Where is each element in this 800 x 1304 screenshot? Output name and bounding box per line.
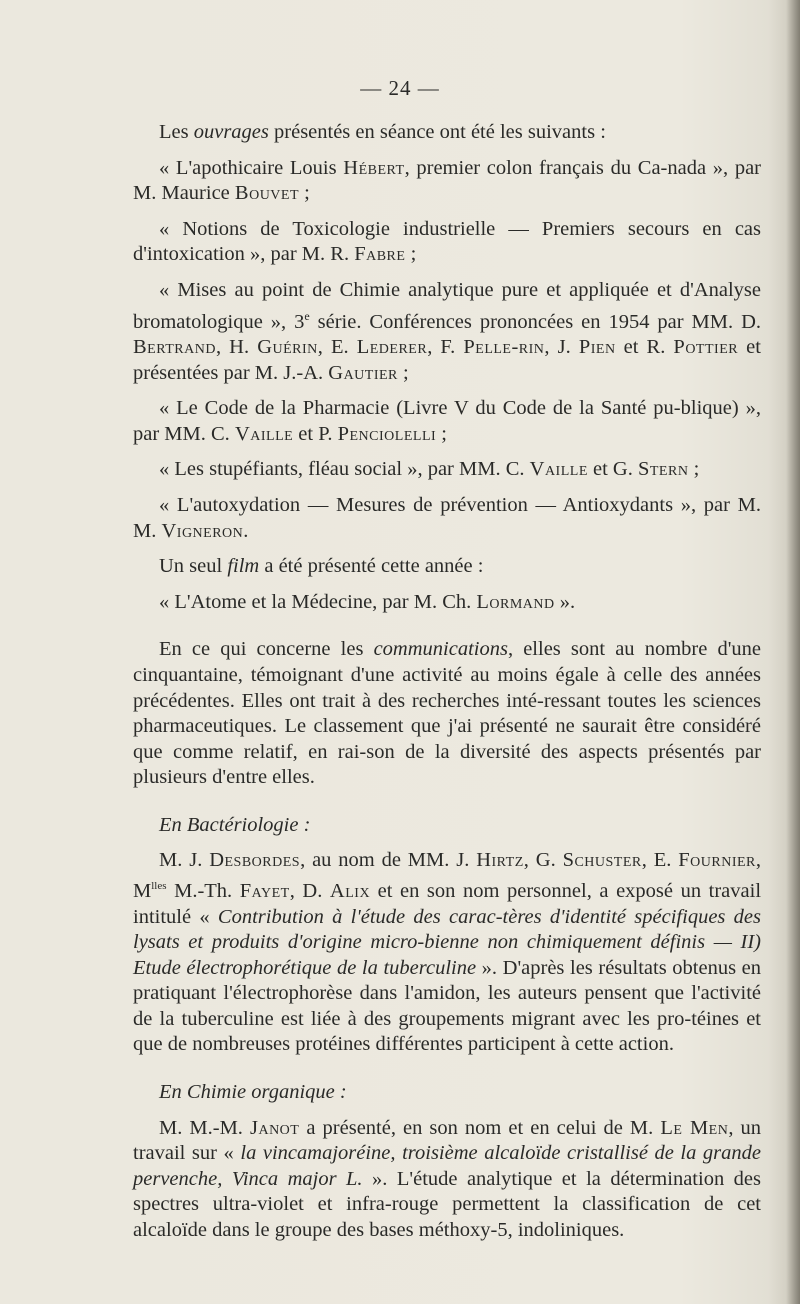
author-name: Fabre (354, 243, 406, 266)
text-run: et R. (615, 335, 674, 358)
body-text (133, 120, 761, 1244)
text-run: , premier colon français du Ca-nada », par M. Maurice (133, 156, 761, 205)
list-item-film (133, 590, 761, 616)
work-title: Contribution à l'étude des carac-tères d'identité spécifiques des lysats et produits d'origine micro-bienne non chimiquement définis — II) Etude électrophorétique de la tuberculine (133, 905, 762, 979)
text-run: « Les stupéfiants, fléau social », par MM. C. (159, 458, 530, 481)
text-run: , E. (641, 849, 679, 872)
text-run: . (243, 519, 249, 542)
text-run: ». D'après les résultats obtenus en pratiquant l'électrophorèse dans l'amidon, les auteurs pensent que l'activité de la tuberculine est liée à des groupements migrant avec les pro-téines et que de nombreuses protéines différentes participent à cette action. (133, 956, 761, 1056)
text-run: a été présenté cette année : (259, 555, 484, 578)
text-run: série. Conférences prononcées en 1954 par MM. D. (309, 310, 761, 333)
author-name: Janot (249, 1116, 300, 1139)
section-heading-bacteriologie: En Bactériologie : (159, 813, 311, 836)
text-run: Les (159, 121, 194, 143)
text-run: « L'apothicaire Louis (159, 156, 344, 179)
text-run: et P. (293, 422, 338, 445)
author-name: Desbordes (209, 849, 301, 872)
author-name: Vigneron (161, 519, 244, 542)
text-run: ; (688, 458, 700, 481)
emphasis: communications (373, 638, 508, 661)
page-number: — 24 — (360, 76, 440, 100)
text-run: ; (405, 243, 417, 266)
superscript: e (304, 308, 310, 323)
text-run: « Le Code de la Pharmacie (Livre V du Code de la Santé pu-blique) », par MM. C. (133, 397, 761, 445)
list-item-ouvrage (133, 457, 761, 483)
text-run: et présentées par M. J.-A. (133, 335, 761, 384)
work-title: la vincamajoréine, troisième alcaloïde cristallisé de la grande pervenche, Vinca major L. (133, 1142, 761, 1190)
author-name: Le Men (660, 1116, 729, 1139)
author-name: Fayet (239, 879, 290, 902)
text-run: ; (436, 422, 447, 445)
text-run: , J. (544, 335, 579, 358)
author-name: Vaille (234, 422, 294, 445)
list-item-ouvrage (133, 278, 761, 386)
author-name: Hébert (343, 156, 405, 179)
author-name: Guérin (257, 335, 318, 358)
author-name: Lederer (356, 335, 428, 358)
text-run: présentés en séance ont été les suivants : (268, 121, 606, 143)
text-run: « L'Atome et la Médecine, par M. Ch. (159, 590, 477, 613)
text-run: « Mises au point de Chimie analytique pure et appliquée et d'Analyse bromatologique », 3 (133, 278, 761, 333)
text-run: M. M.-M. (159, 1116, 250, 1139)
text-run: En ce qui concerne les (159, 638, 374, 661)
superscript: lles (151, 880, 167, 893)
text-run: , M (133, 849, 761, 902)
section-heading-chimie-organique: En Chimie organique : (159, 1081, 347, 1104)
emphasis: ouvrages (193, 121, 269, 143)
author-name: Pottier (673, 335, 739, 358)
emphasis: film (227, 555, 260, 578)
text-run: , F. (427, 335, 464, 358)
text-run: « L'autoxydation — Mesures de prévention — Antioxydants », par M. M. (133, 493, 761, 542)
text-run: , D. (289, 879, 330, 902)
paragraph-bacteriologie (133, 848, 761, 1058)
author-name: Schuster (562, 849, 642, 872)
paragraph-chimie-organique (133, 1116, 761, 1244)
text-run: , G. (523, 849, 563, 872)
text-run: , un travail sur « (133, 1116, 762, 1165)
author-name: Hirtz (476, 849, 524, 872)
author-name: Fournier (678, 849, 756, 872)
list-item-ouvrage (133, 493, 761, 544)
text-run: , au nom de MM. J. (300, 849, 477, 872)
author-name: Gautier (328, 361, 398, 384)
author-name: Pien (578, 335, 616, 358)
paragraph-communications (133, 637, 761, 791)
list-item-ouvrage (133, 156, 761, 207)
author-name: Pelle-rin (463, 335, 545, 358)
author-name: Vaille (529, 458, 588, 481)
text-run: et en son nom personnel, a exposé un travail intitulé « (133, 879, 762, 928)
text-run: ». L'étude analytique et la détermination des spectres ultra-violet et infra-rouge permettent la classification de cet alcaloïde dans le groupe des bases méthoxy-5, indoliniques. (133, 1167, 761, 1242)
list-item-ouvrage (133, 217, 761, 268)
text-run: ». (554, 590, 576, 613)
text-run: a présenté, en son nom et en celui de M. (299, 1116, 661, 1139)
list-item-ouvrage (133, 396, 761, 447)
text-run: ; (299, 182, 310, 205)
text-run: M. J. (159, 849, 210, 872)
author-name: Stern (637, 458, 689, 481)
author-name: Alix (329, 879, 371, 902)
text-run: Un seul (159, 555, 228, 578)
text-run: M.-Th. (166, 879, 240, 902)
text-run: ; (397, 361, 409, 384)
author-name: Bertrand (133, 335, 216, 358)
author-name: Bouvet (234, 182, 300, 205)
paragraph-film-intro (133, 554, 761, 580)
text-run: , E. (317, 335, 357, 358)
text-run: « Notions de Toxicologie industrielle — Premiers secours en cas d'intoxication », par M. R. (133, 217, 761, 266)
page-edge-shadow (786, 0, 800, 1304)
text-run: , elles sont au nombre d'une cinquantaine, témoignant d'une activité au moins égale à celle des années précédentes. Elles ont trait à des recherches inté-ressant toutes les sciences pharmaceutiques. Le classement que j'ai présenté ne saurait être considéré que comme relatif, en rai-son de la diversité des aspects présentés par plusieurs d'entre elles. (133, 638, 761, 789)
paragraph-ouvrages-intro (133, 120, 761, 146)
author-name: Penciolelli (337, 422, 437, 445)
text-run: , H. (215, 335, 258, 358)
text-run: et G. (587, 458, 638, 481)
author-name: Lormand (476, 590, 555, 613)
